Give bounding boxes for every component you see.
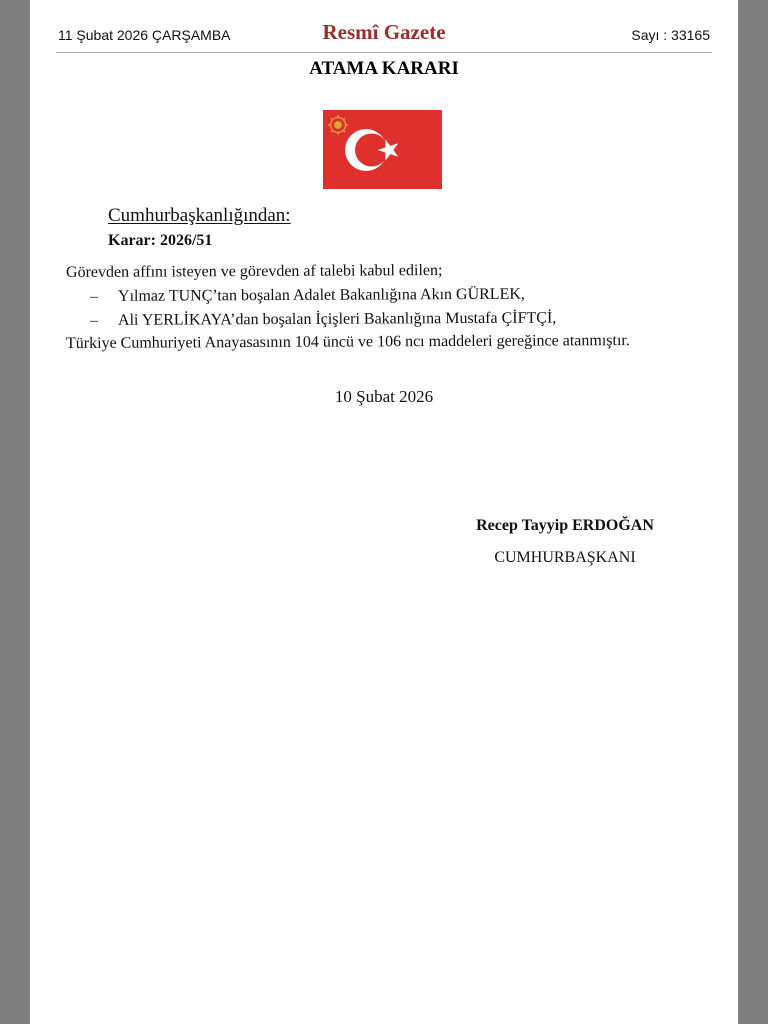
list-item — [90, 286, 525, 306]
list-bullet: – — [89, 287, 99, 305]
list-item-text: Yılmaz TUNÇ’tan boşalan Adalet Bakanlığına Akın GÜRLEK, — [117, 285, 525, 305]
document-title: ATAMA KARARI — [309, 58, 459, 79]
list-item — [90, 310, 556, 330]
decision-number: Karar: 2026/51 — [108, 232, 213, 249]
issue-number: Sayı : 33165 — [631, 27, 710, 43]
list-bullet: – — [89, 311, 99, 329]
decision-date: 10 Şubat 2026 — [334, 387, 434, 406]
issuing-authority: Cumhurbaşkanlığından: — [108, 205, 291, 226]
presidential-seal-icon — [328, 115, 348, 135]
issue-date: 11 Şubat 2026 ÇARŞAMBA — [58, 27, 231, 43]
signer-name: Recep Tayyip ERDOĞAN — [476, 517, 654, 534]
intro-paragraph: Görevden affını isteyen ve görevden af talebi kabul edilen; — [65, 262, 443, 281]
signer-title: CUMHURBAŞKANI — [494, 549, 636, 566]
list-item-text: Ali YERLİKAYA’dan boşalan İçişleri Bakanlığına Mustafa ÇİFTÇİ, — [117, 309, 557, 329]
turkish-flag-icon — [323, 110, 442, 189]
gazette-title: Resmî Gazete — [322, 20, 446, 44]
gazette-header — [56, 16, 712, 53]
gazette-page — [30, 0, 738, 1024]
closing-paragraph: Türkiye Cumhuriyeti Anayasasının 104 üncü ve 106 ncı maddeleri gereğince atanmıştır. — [65, 332, 630, 352]
